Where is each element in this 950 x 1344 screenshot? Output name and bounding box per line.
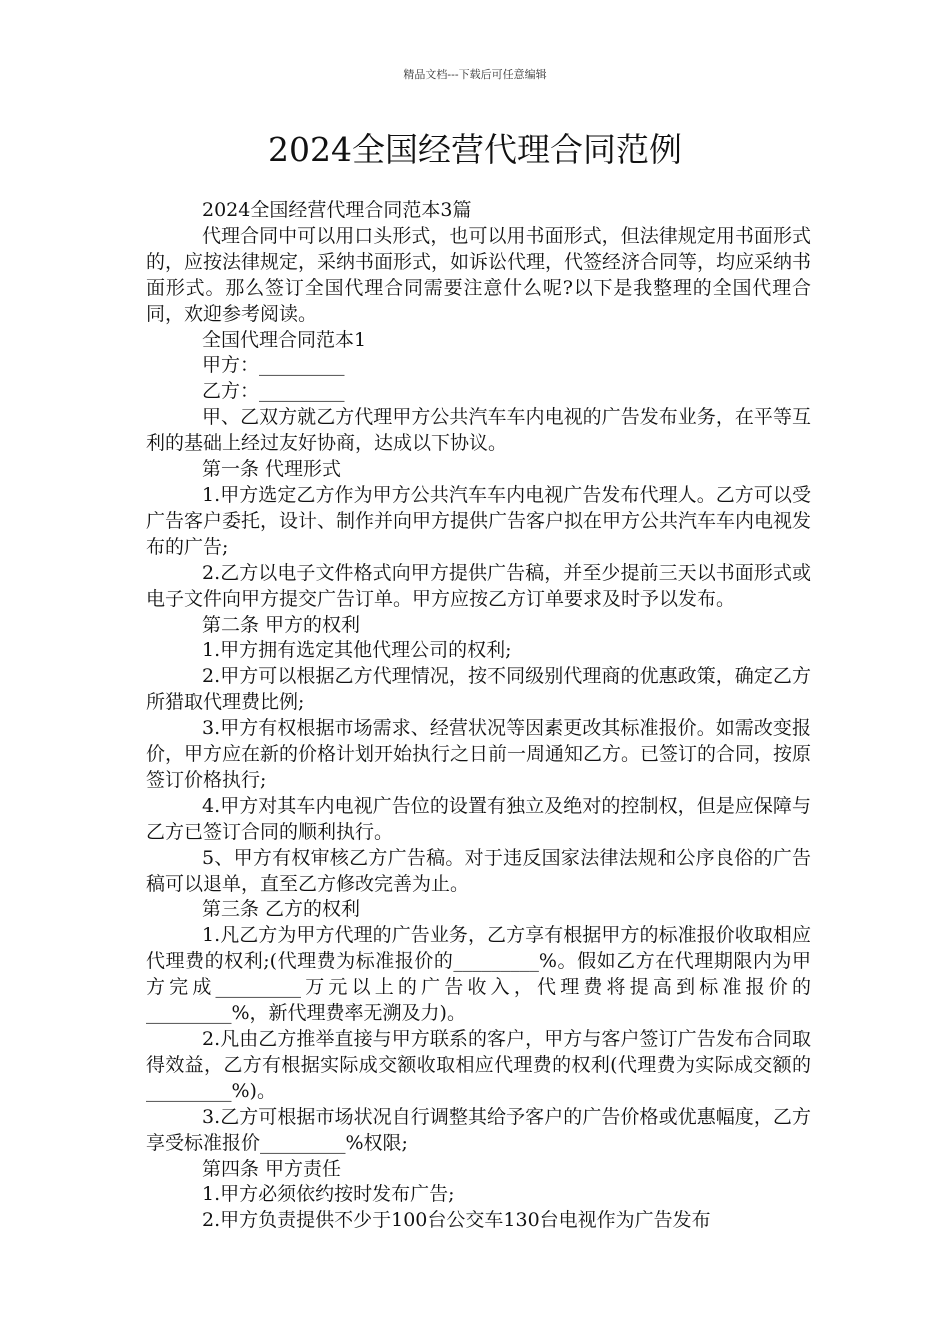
party-a-line: 甲方：_________ — [202, 354, 345, 377]
article-3-heading: 第三条 乙方的权利 — [202, 898, 361, 921]
article-4-heading: 第四条 甲方责任 — [202, 1157, 342, 1180]
article-2-clause-4: 4.甲方对其车内电视广告位的设置有独立及绝对的控制权，但是应保障与乙方已签订合同的顺利执行。 — [146, 794, 811, 843]
article-4-clause-1: 1.甲方必须依约按时发布广告; — [202, 1183, 455, 1206]
article-3-clause-3: 3.乙方可根据市场状况自行调整其给予客户的广告价格或优惠幅度，乙方享受标准报价_________%权限; — [146, 1105, 811, 1154]
intro-paragraph: 代理合同中可以用口头形式，也可以用书面形式，但法律规定用书面形式的，应按法律规定，采纳书面形式，如诉讼代理，代签经济合同等，均应采纳书面形式。那么签订全国代理合同需要注意什么呢?以下是我整理的全国代理合同，欢迎参考阅读。 — [146, 224, 812, 325]
page-header: 精品文档---下载后可任意编辑 — [403, 68, 547, 81]
document-body — [146, 198, 811, 1234]
subtitle-paragraph: 2024全国经营代理合同范本3篇 — [202, 199, 472, 221]
article-1-heading: 第一条 代理形式 — [202, 458, 342, 481]
article-1-clause-1: 1.甲方选定乙方作为甲方公共汽车车内电视广告发布代理人。乙方可以受广告客户委托，设计、制作并向甲方提供广告客户拟在甲方公共汽车车内电视发布的广告; — [146, 483, 812, 558]
article-2-clause-1: 1.甲方拥有选定其他代理公司的权利; — [202, 639, 512, 662]
article-2-clause-2: 2.甲方可以根据乙方代理情况，按不同级别代理商的优惠政策，确定乙方所猎取代理费比例; — [146, 665, 811, 714]
document-title: 2024全国经营代理合同范例 — [268, 130, 682, 169]
article-4-clause-2: 2.甲方负责提供不少于100台公交车130台电视作为广告发布 — [202, 1209, 711, 1232]
party-b-line: 乙方：_________ — [202, 380, 345, 403]
article-1-clause-2: 2.乙方以电子文件格式向甲方提供广告稿，并至少提前三天以书面形式或电子文件向甲方提交广告订单。甲方应按乙方订单要求及时予以发布。 — [146, 561, 811, 610]
article-3-clause-2: 2.凡由乙方推举直接与甲方联系的客户，甲方与客户签订广告发布合同取得效益，乙方有根据实际成交额收取相应代理费的权利(代理费为实际成交额的_________%)。 — [146, 1028, 811, 1102]
contract-heading: 全国代理合同范本1 — [202, 328, 367, 351]
article-2-heading: 第二条 甲方的权利 — [202, 613, 361, 636]
article-2-clause-5: 5、甲方有权审核乙方广告稿。对于违反国家法律法规和公序良俗的广告稿可以退单，直至乙方修改完善为止。 — [146, 846, 811, 895]
article-3-clause-1: 1.凡乙方为甲方代理的广告业务，乙方享有根据甲方的标准报价收取相应代理费的权利;(代理费为标准报价的_________%。假如乙方在代理期限内为甲方完成_________万元以上的广告收入，代理费将提高到标准报价的_________%，新代理费率无溯及力)。 — [146, 924, 811, 1025]
article-2-clause-3: 3.甲方有权根据市场需求、经营状况等因素更改其标准报价。如需改变报价，甲方应在新的价格计划开始执行之日前一周通知乙方。已签订的合同，按原签订价格执行; — [146, 717, 812, 791]
preamble-paragraph: 甲、乙双方就乙方代理甲方公共汽车车内电视的广告发布业务，在平等互利的基础上经过友好协商，达成以下协议。 — [146, 406, 811, 455]
